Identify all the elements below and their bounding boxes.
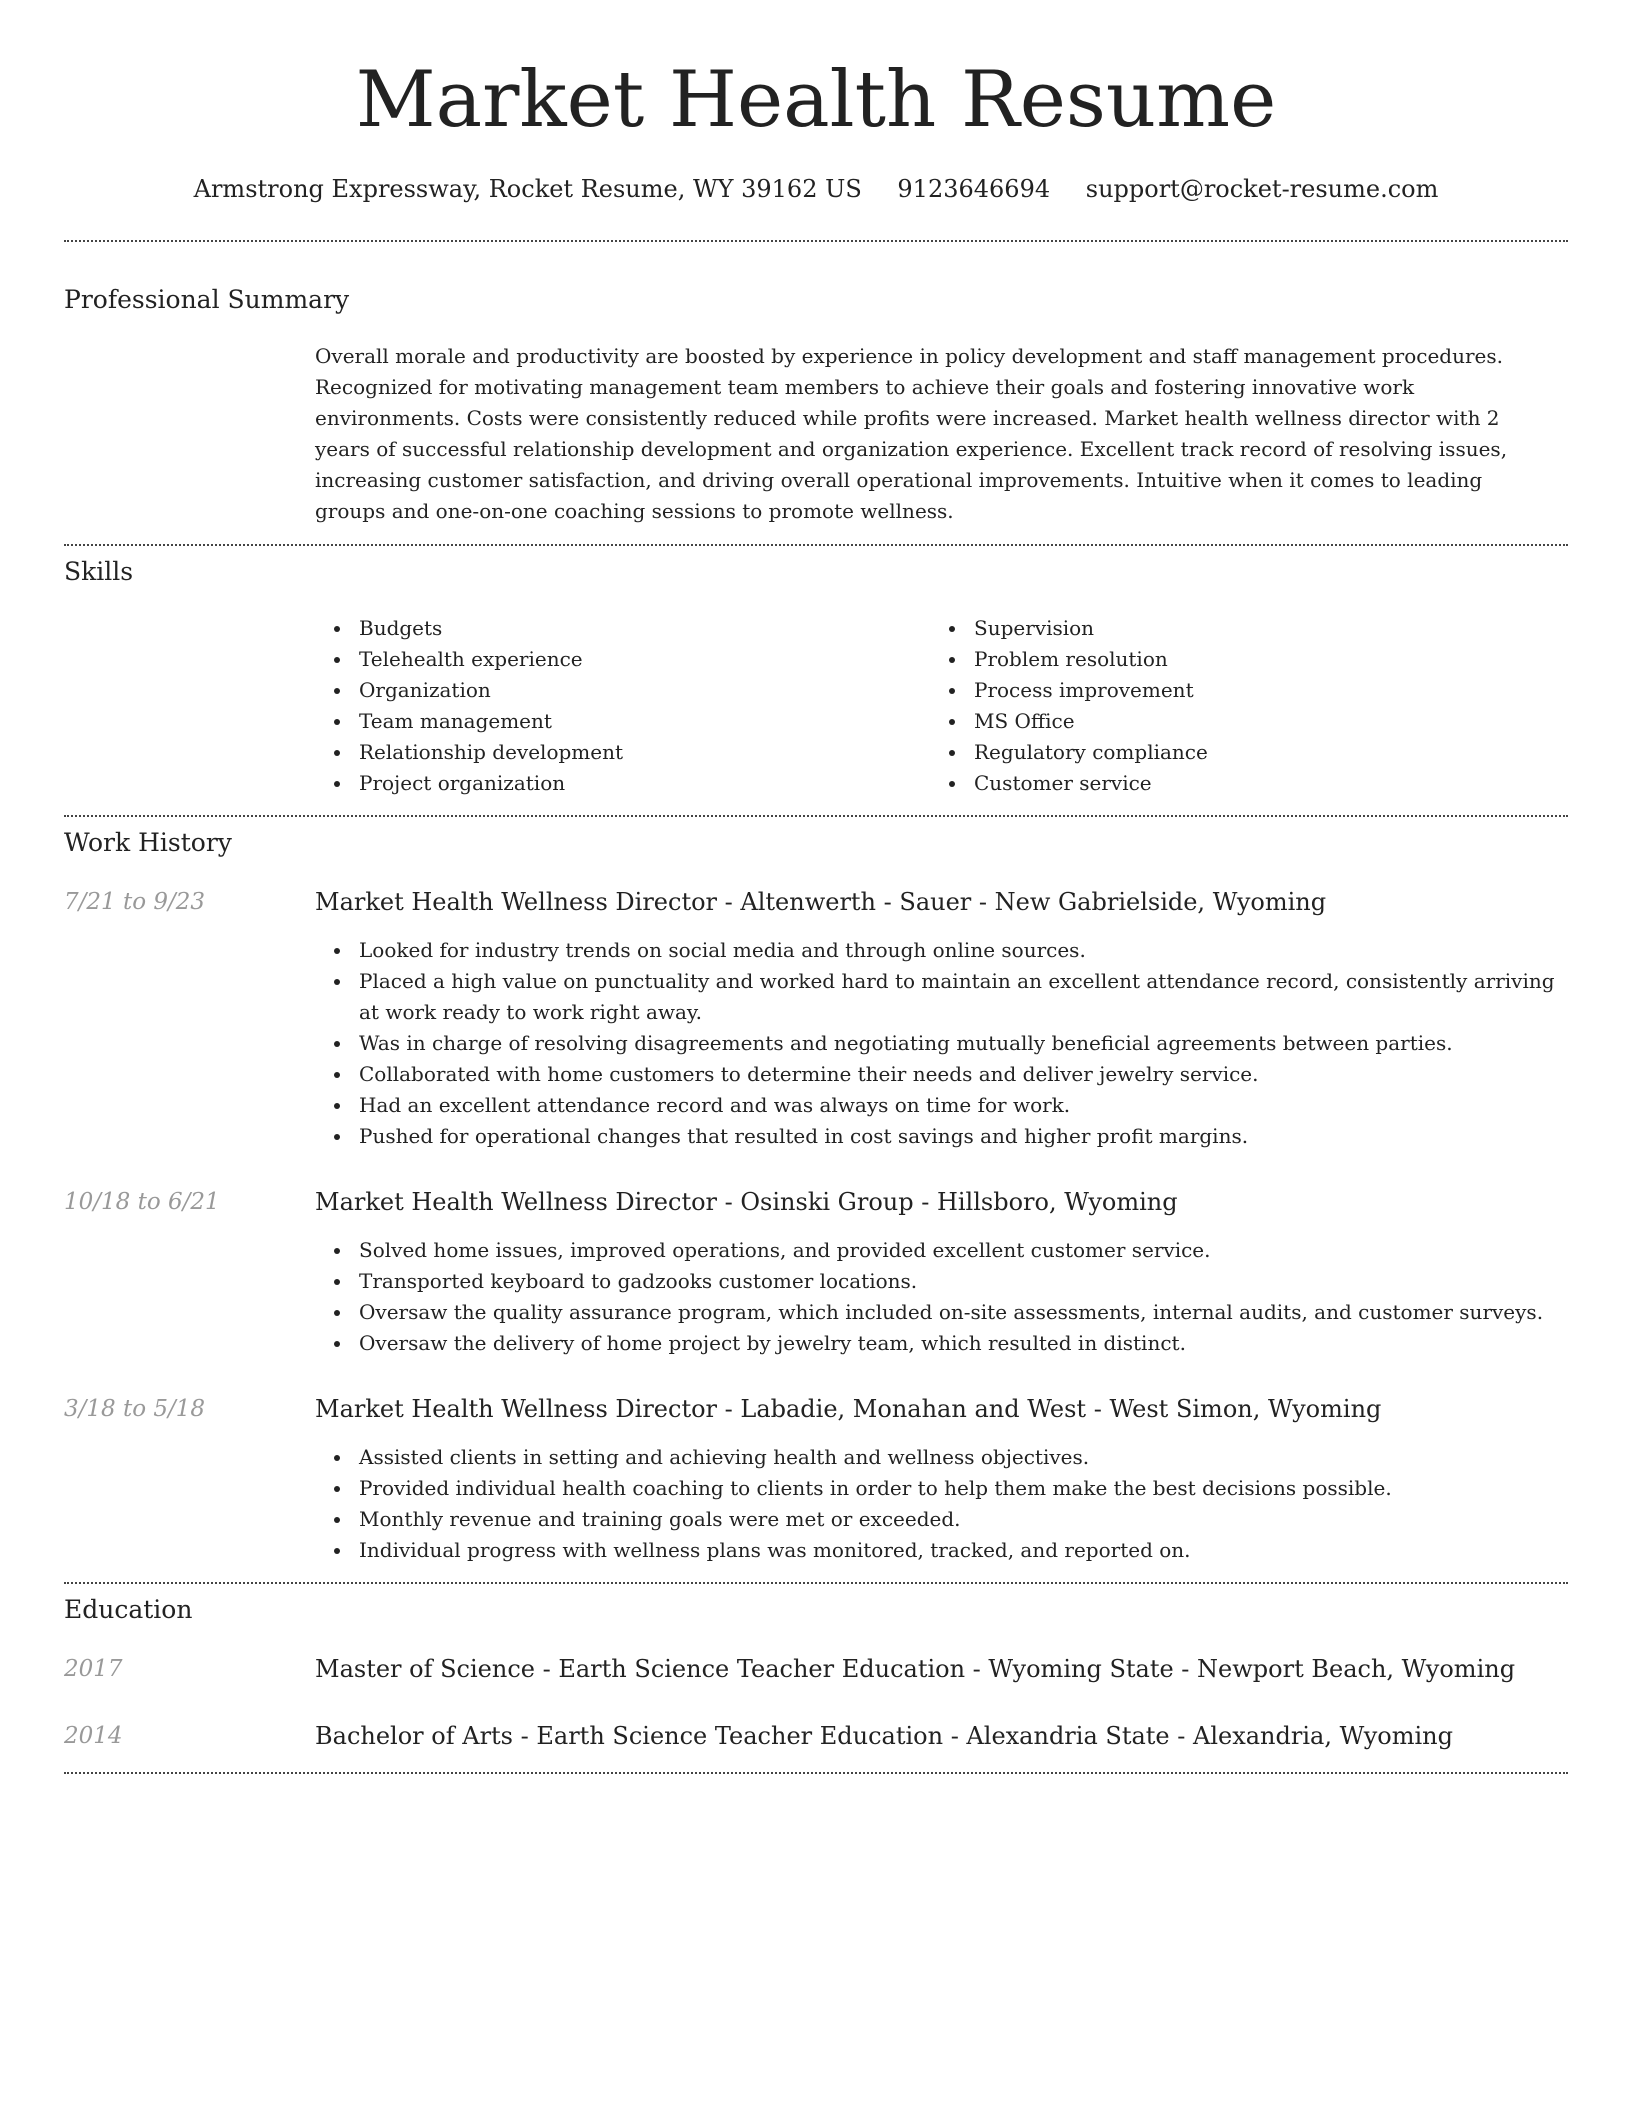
skill-item: Budgets <box>359 613 623 644</box>
job-bullet: Was in charge of resolving disagreements and negotiating mutually beneficial agreements between parties. <box>359 1028 1575 1059</box>
skill-item: Regulatory compliance <box>974 737 1208 768</box>
job-dates: 10/18 to 6/21 <box>64 1189 220 1215</box>
skill-item: MS Office <box>974 706 1208 737</box>
resume-title: Market Health Resume <box>355 55 1277 145</box>
job-bullet: Had an excellent attendance record and was always on time for work. <box>359 1090 1575 1121</box>
skill-item: Project organization <box>359 768 623 799</box>
work-heading: Work History <box>64 828 232 857</box>
job-heading: Market Health Wellness Director - Labadie, Monahan and West - West Simon, Wyoming <box>315 1395 1382 1423</box>
education-heading: Education <box>64 1595 193 1624</box>
job-bullet: Pushed for operational changes that resulted in cost savings and higher profit margins. <box>359 1121 1575 1152</box>
job-bullet: Monthly revenue and training goals were met or exceeded. <box>359 1504 1575 1535</box>
job-dates: 3/18 to 5/18 <box>64 1396 206 1422</box>
education-year: 2017 <box>64 1656 123 1682</box>
education-year: 2014 <box>64 1723 123 1749</box>
skill-item: Supervision <box>974 613 1208 644</box>
skill-item: Customer service <box>974 768 1208 799</box>
skill-item: Organization <box>359 675 623 706</box>
education-entry: Bachelor of Arts - Earth Science Teacher Education - Alexandria State - Alexandria, Wyoming <box>315 1722 1453 1750</box>
divider <box>64 1772 1568 1774</box>
job-bullet: Collaborated with home customers to determine their needs and deliver jewelry service. <box>359 1059 1575 1090</box>
skill-item: Process improvement <box>974 675 1208 706</box>
job-bullet: Looked for industry trends on social media and through online sources. <box>359 935 1575 966</box>
contact-line <box>64 170 1568 208</box>
job-bullet: Oversaw the quality assurance program, which included on-site assessments, internal audits, and customer surveys. <box>359 1297 1575 1328</box>
divider <box>64 240 1568 242</box>
education-entry: Master of Science - Earth Science Teacher Education - Wyoming State - Newport Beach, Wyoming <box>315 1655 1516 1683</box>
divider <box>64 815 1568 817</box>
summary-text: Overall morale and productivity are boosted by experience in policy development and staff management procedures. Recognized for motivating management team members to achieve their goals and fostering innovative work environments. Costs were consistently reduced while profits were increased. Market health wellness director with 2 years of successful relationship development and organization experience. Excellent track record of resolving issues, increasing customer satisfaction, and driving overall operational improvements. Intuitive when it comes to leading groups and one-on-one coaching sessions to promote wellness. <box>315 344 1508 523</box>
job-heading: Market Health Wellness Director - Altenwerth - Sauer - New Gabrielside, Wyoming <box>315 888 1327 916</box>
contact-address: Armstrong Expressway, Rocket Resume, WY 39162 US <box>193 175 862 203</box>
job-bullets <box>315 1442 1575 1566</box>
job-bullet: Solved home issues, improved operations, and provided excellent customer service. <box>359 1235 1575 1266</box>
job-bullet: Placed a high value on punctuality and worked hard to maintain an excellent attendance record, consistently arriving at work ready to work right away. <box>359 966 1575 1028</box>
job-heading: Market Health Wellness Director - Osinski Group - Hillsboro, Wyoming <box>315 1188 1178 1216</box>
summary-heading: Professional Summary <box>64 285 350 314</box>
job-bullet: Provided individual health coaching to clients in order to help them make the best decisions possible. <box>359 1473 1575 1504</box>
job-bullet: Assisted clients in setting and achieving health and wellness objectives. <box>359 1442 1575 1473</box>
job-dates: 7/21 to 9/23 <box>64 889 206 915</box>
job-bullets <box>315 935 1575 1152</box>
skill-item: Relationship development <box>359 737 623 768</box>
job-bullet: Transported keyboard to gadzooks customer locations. <box>359 1266 1575 1297</box>
skills-list-left <box>315 613 623 799</box>
contact-email[interactable]: support@rocket-resume.com <box>1085 175 1439 203</box>
job-bullet: Individual progress with wellness plans was monitored, tracked, and reported on. <box>359 1535 1575 1566</box>
skill-item: Team management <box>359 706 623 737</box>
job-bullets <box>315 1235 1575 1359</box>
skills-heading: Skills <box>64 557 134 586</box>
contact-phone: 9123646694 <box>897 175 1051 203</box>
skill-item: Problem resolution <box>974 644 1208 675</box>
divider <box>64 544 1568 546</box>
skills-list-right <box>930 613 1208 799</box>
divider <box>64 1582 1568 1584</box>
job-bullet: Oversaw the delivery of home project by jewelry team, which resulted in distinct. <box>359 1328 1575 1359</box>
skill-item: Telehealth experience <box>359 644 623 675</box>
